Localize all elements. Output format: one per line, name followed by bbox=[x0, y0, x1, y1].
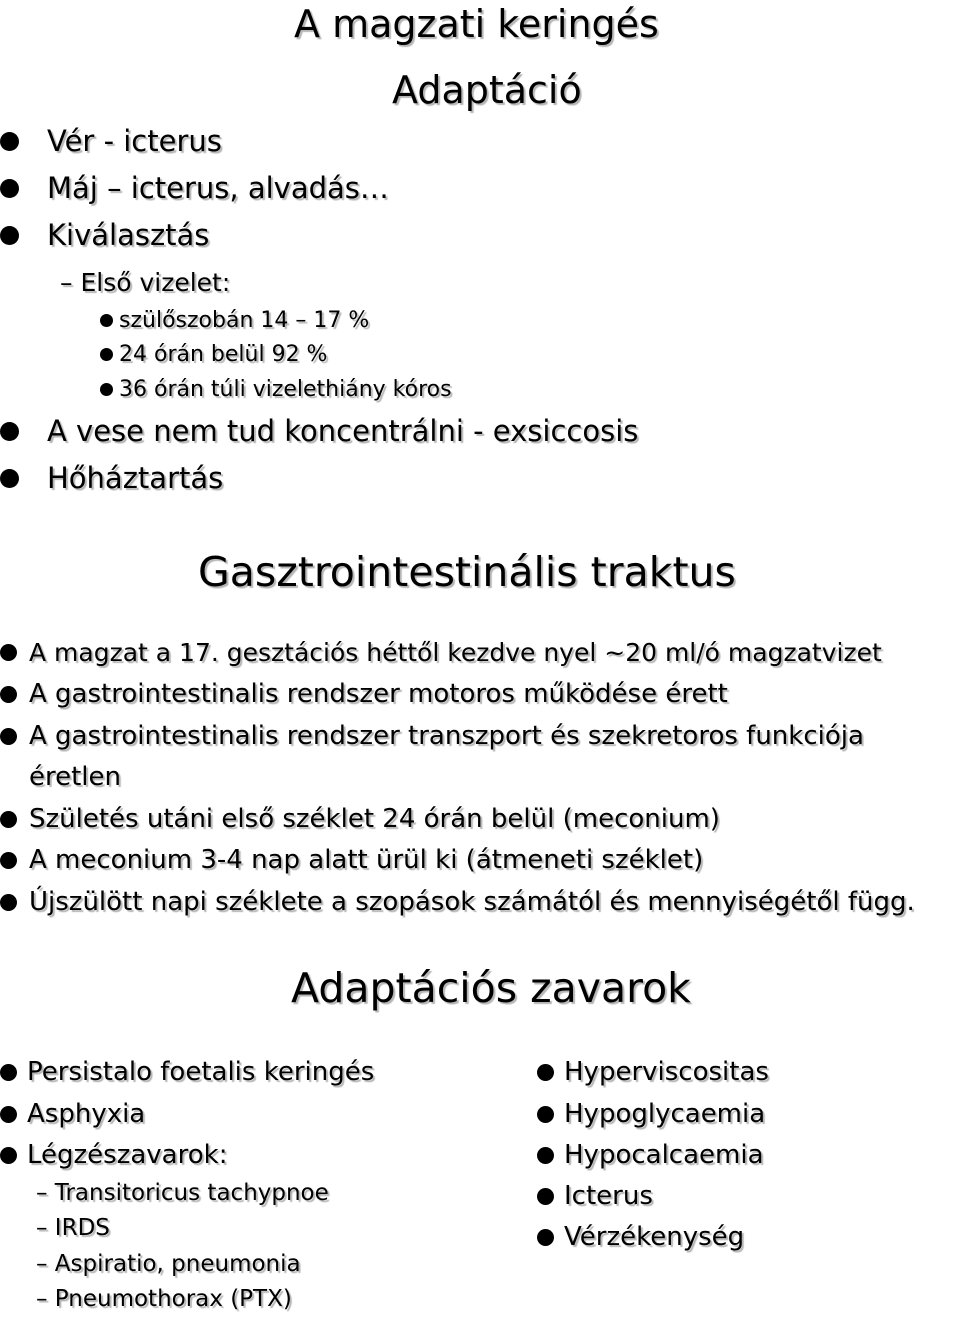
bullet-icon bbox=[0, 1147, 17, 1164]
list-item: Máj – icterus, alvadás… bbox=[0, 171, 389, 205]
list-item: Persistalo foetalis keringés bbox=[0, 1057, 374, 1087]
page-title: A magzati keringés bbox=[294, 2, 659, 46]
list-item: Asphyxia bbox=[0, 1099, 145, 1129]
list-item: A vese nem tud koncentrálni - exsiccosis bbox=[0, 414, 638, 448]
sub-list-item: 24 órán belül 92 % bbox=[100, 342, 327, 367]
list-item: A meconium 3-4 nap alatt ürül ki (átmeneti széklet) bbox=[0, 845, 703, 875]
sub-list-item: – Pneumothorax (PTX) bbox=[36, 1286, 292, 1312]
bullet-icon bbox=[0, 811, 17, 828]
section-heading: Gasztrointestinális traktus bbox=[198, 548, 736, 596]
page-subtitle: Adaptáció bbox=[392, 68, 582, 112]
sub-heading: – Első vizelet: bbox=[60, 268, 231, 297]
sub-list-item: – Transitoricus tachypnoe bbox=[36, 1180, 329, 1206]
bullet-icon bbox=[0, 686, 17, 703]
list-item: A gastrointestinalis rendszer transzport és szekretoros funkciója bbox=[0, 721, 864, 751]
bullet-icon bbox=[0, 1106, 17, 1123]
bullet-icon bbox=[537, 1064, 554, 1081]
list-item: A gastrointestinalis rendszer motoros működése érett bbox=[0, 679, 728, 709]
list-item: Hyperviscositas bbox=[537, 1057, 769, 1087]
bullet-icon bbox=[0, 644, 17, 661]
list-item: Hypocalcaemia bbox=[537, 1140, 764, 1170]
bullet-icon bbox=[0, 852, 17, 869]
list-item: Születés utáni első széklet 24 órán belül (meconium) bbox=[0, 804, 720, 834]
bullet-icon bbox=[537, 1106, 554, 1123]
bullet-icon bbox=[100, 314, 113, 327]
sub-list-item: szülőszobán 14 – 17 % bbox=[100, 308, 369, 333]
bullet-icon bbox=[0, 894, 17, 911]
bullet-icon bbox=[100, 348, 113, 361]
sub-list-item: – IRDS bbox=[36, 1215, 110, 1241]
list-item: Icterus bbox=[537, 1181, 653, 1211]
bullet-icon bbox=[0, 132, 19, 151]
list-item: A magzat a 17. gesztációs héttől kezdve nyel ~20 ml/ó magzatvizet bbox=[0, 638, 882, 667]
bullet-icon bbox=[100, 383, 113, 396]
sub-list-item: – Aspiratio, pneumonia bbox=[36, 1251, 301, 1277]
sub-list-item: 36 órán túli vizelethiány kóros bbox=[100, 377, 452, 402]
list-item: Vérzékenység bbox=[537, 1222, 744, 1252]
bullet-icon bbox=[0, 226, 19, 245]
bullet-icon bbox=[0, 422, 19, 441]
bullet-icon bbox=[537, 1188, 554, 1205]
bullet-icon bbox=[537, 1229, 554, 1246]
list-item: Légzészavarok: bbox=[0, 1140, 227, 1170]
list-item: Újszülött napi széklete a szopások számától és mennyiségétől függ. bbox=[0, 887, 915, 917]
bullet-icon bbox=[0, 728, 17, 745]
bullet-icon bbox=[537, 1147, 554, 1164]
list-item: Hőháztartás bbox=[0, 461, 223, 495]
list-item: Kiválasztás bbox=[0, 218, 209, 252]
bullet-icon bbox=[0, 179, 19, 198]
list-item: Hypoglycaemia bbox=[537, 1099, 765, 1129]
bullet-icon bbox=[0, 469, 19, 488]
section-heading: Adaptációs zavarok bbox=[291, 964, 691, 1012]
list-item: Vér - icterus bbox=[0, 124, 222, 158]
list-item-continuation: éretlen bbox=[29, 762, 122, 792]
bullet-icon bbox=[0, 1064, 17, 1081]
